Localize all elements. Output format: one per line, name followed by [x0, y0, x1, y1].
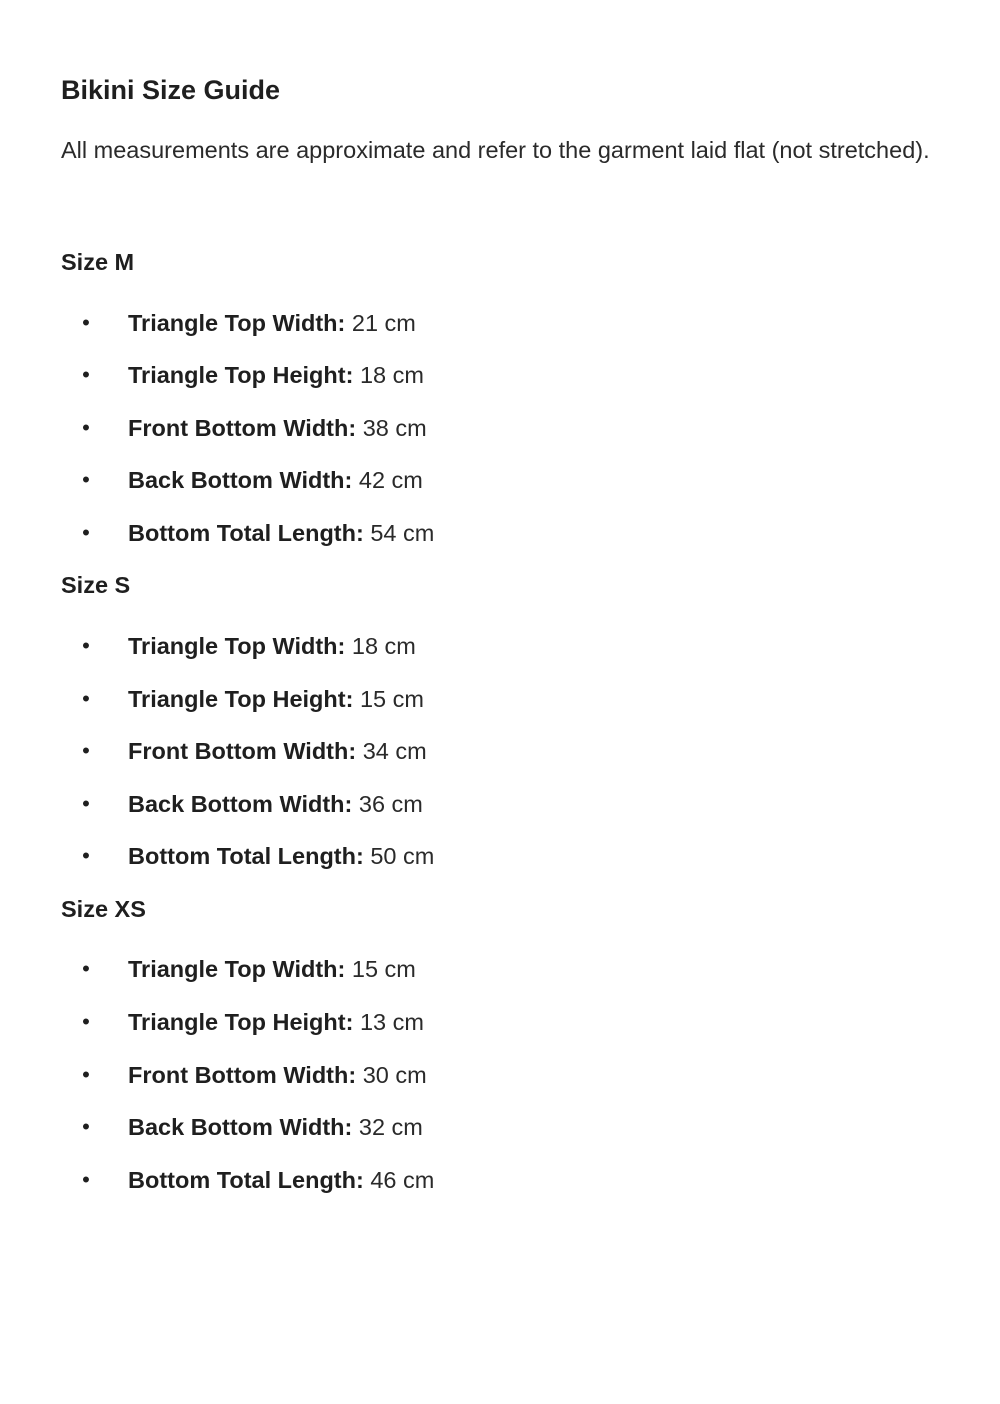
measurement-label: Bottom Total Length:	[128, 843, 364, 869]
measurement-label: Triangle Top Height:	[128, 362, 354, 388]
list-item	[0, 465, 1000, 495]
list-item	[0, 841, 1000, 871]
bullet-icon: •	[82, 633, 90, 658]
measurement-label: Back Bottom Width:	[128, 467, 353, 493]
measurement-value: 13 cm	[359, 1009, 424, 1035]
measurement-value: 50 cm	[370, 843, 435, 869]
measurement-value: 36 cm	[358, 791, 423, 817]
list-item	[0, 1112, 1000, 1142]
measurement-label: Back Bottom Width:	[128, 1114, 353, 1140]
list-item-text	[128, 1007, 424, 1037]
list-item	[0, 1165, 1000, 1195]
intro-text: All measurements are approximate and refer to the garment laid flat (not stretched).	[61, 137, 930, 163]
measurement-label: Triangle Top Width:	[128, 310, 346, 336]
list-item-text	[128, 413, 427, 443]
list-item	[0, 954, 1000, 984]
measurement-label: Front Bottom Width:	[128, 415, 357, 441]
measurement-value: 54 cm	[370, 520, 435, 546]
measurement-label: Triangle Top Height:	[128, 686, 354, 712]
measurement-label: Bottom Total Length:	[128, 520, 364, 546]
bullet-icon: •	[82, 1062, 90, 1087]
section-heading: Size S	[61, 572, 131, 598]
measurement-label: Triangle Top Height:	[128, 1009, 354, 1035]
list-item-text	[128, 736, 427, 766]
list-item-text	[128, 1060, 427, 1090]
list-item-text	[128, 841, 434, 871]
bullet-icon: •	[82, 520, 90, 545]
section-heading: Size M	[61, 249, 135, 275]
measurement-value: 42 cm	[358, 467, 423, 493]
measurement-value: 46 cm	[370, 1167, 435, 1193]
list-item-text	[128, 684, 424, 714]
measurement-value: 38 cm	[362, 415, 427, 441]
measurement-label: Bottom Total Length:	[128, 1167, 364, 1193]
list-item	[0, 631, 1000, 661]
list-item-text	[128, 954, 416, 984]
list-item-text	[128, 518, 434, 548]
bullet-icon: •	[82, 310, 90, 335]
list-item	[0, 684, 1000, 714]
bullet-icon: •	[82, 467, 90, 492]
measurement-label: Triangle Top Width:	[128, 956, 346, 982]
bullet-icon: •	[82, 956, 90, 981]
list-item-text	[128, 308, 416, 338]
measurement-label: Triangle Top Width:	[128, 633, 346, 659]
measurement-value: 21 cm	[351, 310, 416, 336]
list-item-text	[128, 789, 423, 819]
list-item-text	[128, 360, 424, 390]
list-item	[0, 413, 1000, 443]
bullet-icon: •	[82, 791, 90, 816]
bullet-icon: •	[82, 1009, 90, 1034]
measurement-value: 18 cm	[351, 633, 416, 659]
list-item	[0, 1007, 1000, 1037]
bullet-icon: •	[82, 738, 90, 763]
list-item	[0, 1060, 1000, 1090]
measurement-value: 32 cm	[358, 1114, 423, 1140]
bullet-icon: •	[82, 1167, 90, 1192]
bullet-icon: •	[82, 415, 90, 440]
measurement-value: 15 cm	[359, 686, 424, 712]
measurement-label: Back Bottom Width:	[128, 791, 353, 817]
list-item	[0, 518, 1000, 548]
measurement-label: Front Bottom Width:	[128, 738, 357, 764]
list-item-text	[128, 465, 423, 495]
list-item	[0, 308, 1000, 338]
bullet-icon: •	[82, 686, 90, 711]
measurement-value: 15 cm	[351, 956, 416, 982]
list-item-text	[128, 1112, 423, 1142]
list-item	[0, 360, 1000, 390]
measurement-value: 34 cm	[362, 738, 427, 764]
bullet-icon: •	[82, 1114, 90, 1139]
page-title: Bikini Size Guide	[61, 75, 281, 105]
section-heading: Size XS	[61, 896, 146, 922]
list-item	[0, 789, 1000, 819]
list-item	[0, 736, 1000, 766]
list-item-text	[128, 1165, 434, 1195]
measurement-label: Front Bottom Width:	[128, 1062, 357, 1088]
list-item-text	[128, 631, 416, 661]
measurement-value: 30 cm	[362, 1062, 427, 1088]
measurement-value: 18 cm	[359, 362, 424, 388]
bullet-icon: •	[82, 843, 90, 868]
bullet-icon: •	[82, 362, 90, 387]
